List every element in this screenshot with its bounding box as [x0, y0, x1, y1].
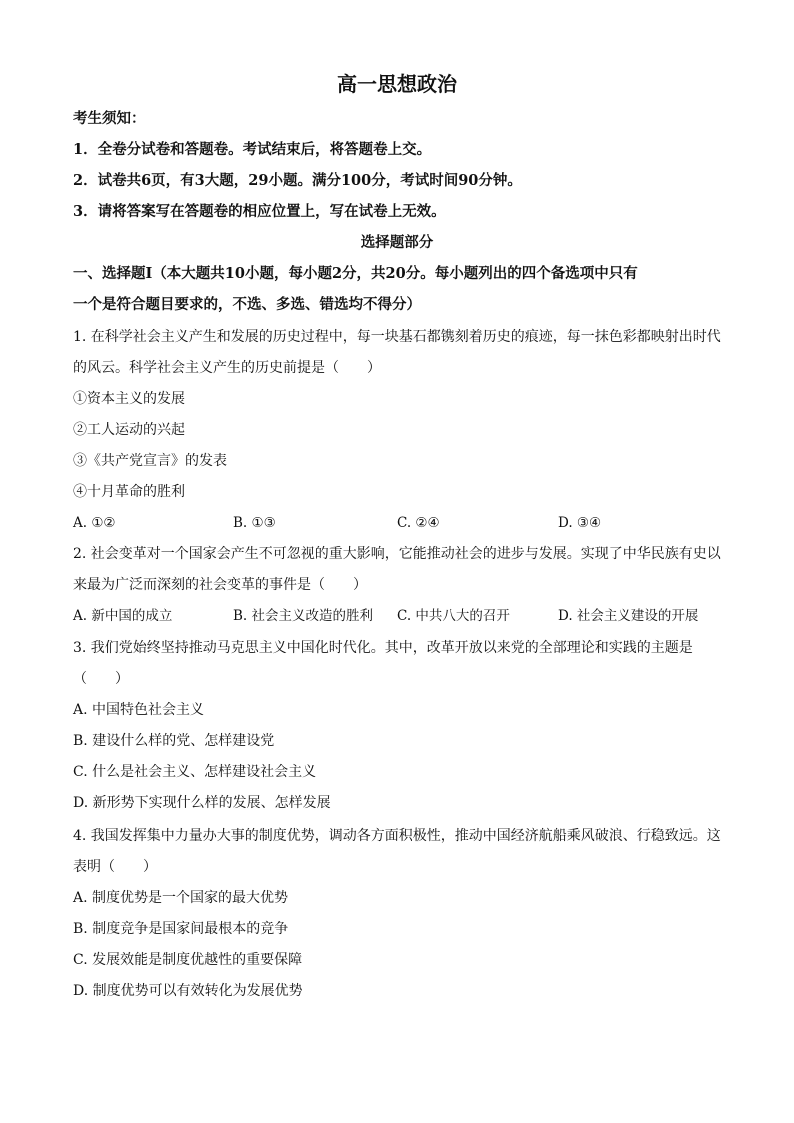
question-3-stem-line2: （ ）	[73, 671, 129, 687]
question-1-option-c: C. ②④	[397, 515, 440, 531]
question-1-stem-line1: 1. 在科学社会主义产生和发展的历史过程中，每一块基石都镌刻着历史的痕迹，每一抹色彩都映射出时代	[73, 329, 721, 345]
question-2-option-a: A. 新中国的成立	[73, 608, 173, 624]
notice-item-1: 1．全卷分试卷和答题卷。考试结束后，将答题卷上交。	[73, 141, 432, 158]
question-4-option-a: A. 制度优势是一个国家的最大优势	[73, 890, 289, 906]
question-2-option-b: B. 社会主义改造的胜利	[233, 608, 374, 624]
question-1-stem-line2: 的风云。科学社会主义产生的历史前提是（ ）	[73, 360, 381, 376]
question-1-option-d: D. ③④	[558, 515, 602, 531]
question-1-option-a: A. ①②	[73, 515, 116, 531]
exam-title: 高一思想政治	[337, 72, 457, 96]
question-3-option-b: B. 建设什么样的党、怎样建设党	[73, 733, 275, 749]
section-instruction-line1: 一、选择题Ⅰ（本大题共10小题，每小题2分，共20分。每小题列出的四个备选项中只有	[73, 265, 638, 282]
question-1-option-b: B. ①③	[233, 515, 276, 531]
question-1-statement-4: ④十月革命的胜利	[73, 484, 185, 500]
question-3-option-c: C. 什么是社会主义、怎样建设社会主义	[73, 764, 317, 780]
question-2-option-d: D. 社会主义建设的开展	[558, 608, 699, 624]
question-4-option-d: D. 制度优势可以有效转化为发展优势	[73, 983, 303, 999]
question-3-option-a: A. 中国特色社会主义	[73, 702, 205, 718]
question-4-stem-line2: 表明（ ）	[73, 859, 157, 875]
question-1-statement-3: ③《共产党宣言》的发表	[73, 453, 227, 469]
question-1-statement-2: ②工人运动的兴起	[73, 422, 185, 438]
notice-item-3: 3．请将答案写在答题卷的相应位置上，写在试卷上无效。	[73, 203, 446, 220]
question-4-option-c: C. 发展效能是制度优越性的重要保障	[73, 952, 303, 968]
question-4-option-b: B. 制度竞争是国家间最根本的竞争	[73, 921, 289, 937]
notice-item-2: 2．试卷共6页，有3大题，29小题。满分100分，考试时间90分钟。	[73, 172, 522, 189]
question-1-statement-1: ①资本主义的发展	[73, 391, 185, 407]
notice-heading: 考生须知：	[73, 110, 146, 127]
question-2-stem-line1: 2. 社会变革对一个国家会产生不可忽视的重大影响，它能推动社会的进步与发展。实现了中华民族有史以	[73, 546, 721, 562]
question-3-stem-line1: 3. 我们党始终坚持推动马克思主义中国化时代化。其中，改革开放以来党的全部理论和实践的主题是	[73, 640, 693, 656]
question-3-option-d: D. 新形势下实现什么样的发展、怎样发展	[73, 795, 331, 811]
question-4-stem-line1: 4. 我国发挥集中力量办大事的制度优势，调动各方面积极性，推动中国经济航船乘风破浪、行稳致远。这	[73, 828, 721, 844]
question-2-stem-line2: 来最为广泛而深刻的社会变革的事件是（ ）	[73, 577, 367, 593]
section-title: 选择题部分	[360, 234, 434, 251]
question-2-option-c: C. 中共八大的召开	[397, 608, 510, 624]
section-instruction-line2: 一个是符合题目要求的，不选、多选、错选均不得分）	[73, 296, 421, 313]
